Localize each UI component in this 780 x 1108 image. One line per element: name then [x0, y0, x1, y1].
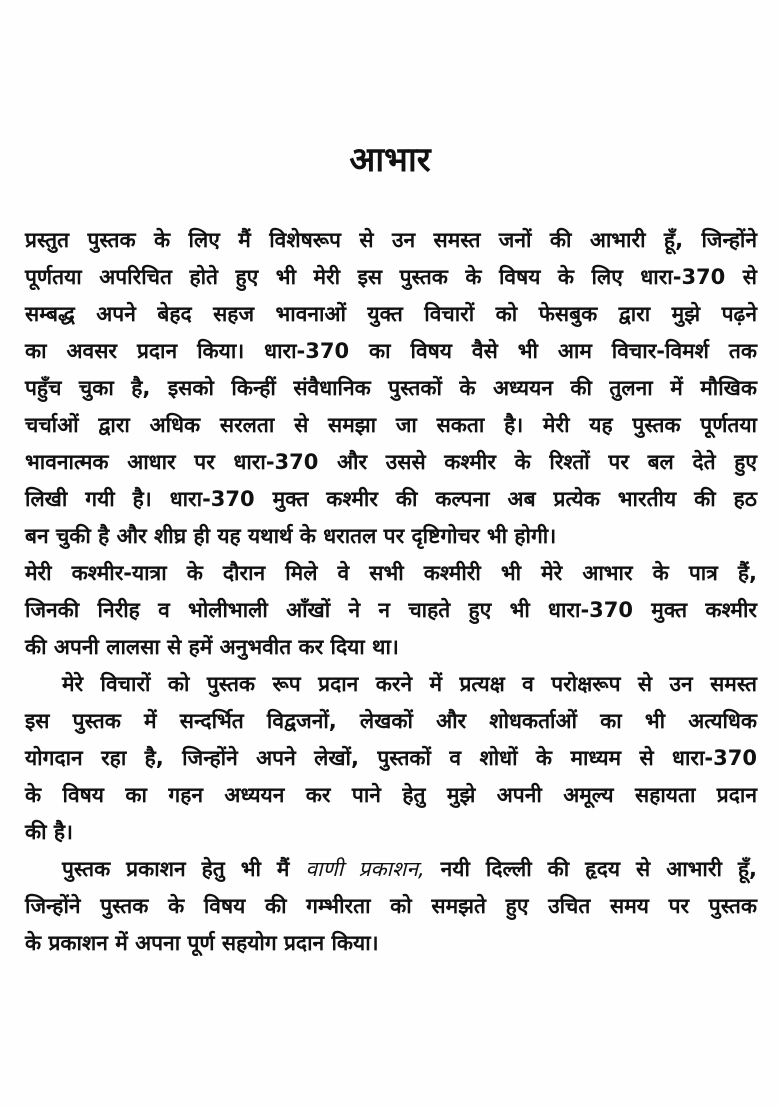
- text-line: भावनात्मक आधार पर धारा-370 और उससे कश्मीर के रिश्तों पर बल देते हुए: [25, 450, 757, 474]
- text-line: जिनकी निरीह व भोलीभाली आँखों ने न चाहते हुए भी धारा-370 मुक्त कश्मीर: [25, 598, 757, 622]
- text-line: योगदान रहा है, जिन्होंने अपने लेखों, पुस्तकों व शोधों के माध्यम से धारा-370: [25, 746, 757, 770]
- text-line: की अपनी लालसा से हमें अनुभवीत कर दिया था।: [25, 635, 399, 659]
- text-line: पहुँच चुका है, इसको किन्हीं संवैधानिक पुस्तकों के अध्ययन की तुलना में मौखिक: [25, 376, 757, 400]
- text-line: सम्बद्ध अपने बेहद सहज भावनाओं युक्त विचारों को फेसबुक द्वारा मुझे पढ़ने: [25, 302, 757, 326]
- text-line: के प्रकाशन में अपना पूर्ण सहयोग प्रदान किया।: [25, 931, 379, 955]
- text-line: चर्चाओं द्वारा अधिक सरलता से समझा जा सकता है। मेरी यह पुस्तक पूर्णतया: [25, 413, 757, 437]
- text-line: की है।: [25, 820, 73, 844]
- text-line: लिखी गयी है। धारा-370 मुक्त कश्मीर की कल्पना अब प्रत्येक भारतीय की हठ: [25, 487, 757, 511]
- text-segment: नयी दिल्ली की हृदय से आभारी हूँ,: [424, 857, 757, 881]
- acknowledgement-body: [25, 222, 757, 962]
- text-line: बन चुकी है और शीघ्र ही यह यथार्थ के धरातल पर दृष्टिगोचर भी होगी।: [25, 524, 557, 548]
- text-line: मेरे विचारों को पुस्तक रूप प्रदान करने में प्रत्यक्ष व परोक्षरूप से उन समस्त: [62, 672, 757, 696]
- text-line: [25, 851, 757, 888]
- text-line: मेरी कश्मीर-यात्रा के दौरान मिले वे सभी कश्मीरी भी मेरे आभार के पात्र हैं,: [25, 561, 757, 585]
- text-line: इस पुस्तक में सन्दर्भित विद्वजनों, लेखकों और शोधकर्ताओं का भी अत्यधिक: [25, 709, 757, 733]
- publisher-name: वाणी प्रकाशन,: [305, 857, 425, 881]
- text-line: का अवसर प्रदान किया। धारा-370 का विषय वैसे भी आम विचार-विमर्श तक: [25, 339, 757, 363]
- text-line: जिन्होंने पुस्तक के विषय की गम्भीरता को समझते हुए उचित समय पर पुस्तक: [25, 894, 757, 918]
- page-title: आभार: [349, 140, 431, 180]
- text-segment: पुस्तक प्रकाशन हेतु भी मैं: [62, 857, 306, 881]
- text-line: प्रस्तुत पुस्तक के लिए मैं विशेषरूप से उन समस्त जनों की आभारी हूँ, जिन्होंने: [25, 228, 757, 252]
- text-line: के विषय का गहन अध्ययन कर पाने हेतु मुझे अपनी अमूल्य सहायता प्रदान: [25, 783, 757, 807]
- text-line: पूर्णतया अपरिचित होते हुए भी मेरी इस पुस्तक के विषय के लिए धारा-370 से: [25, 265, 757, 289]
